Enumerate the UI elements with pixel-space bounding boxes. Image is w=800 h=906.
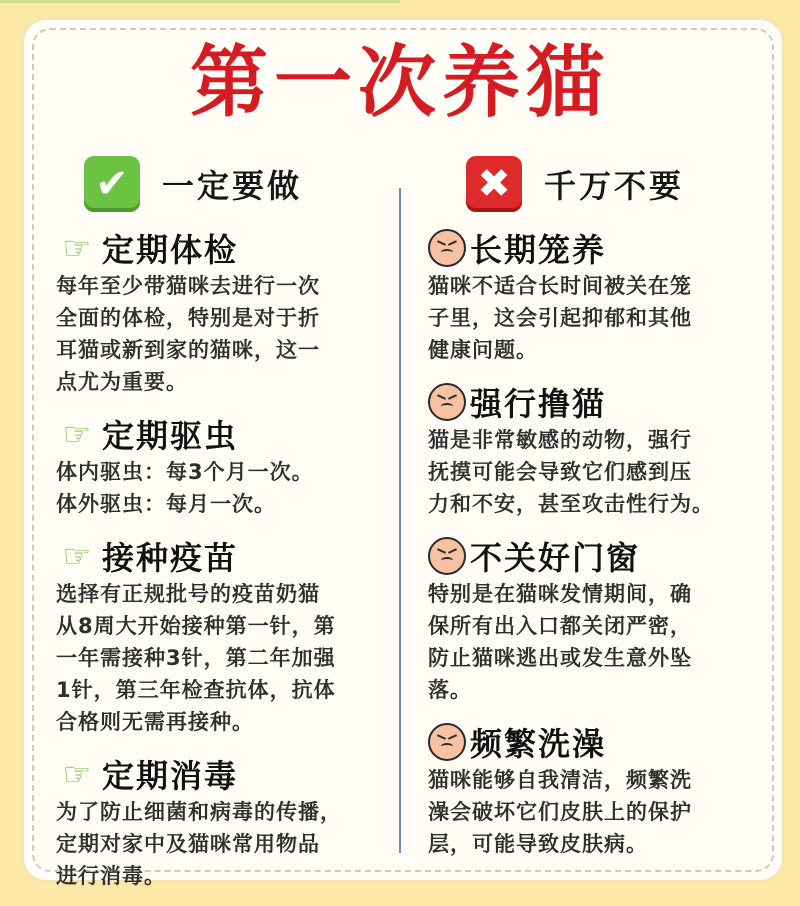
top-accent-band <box>0 0 400 3</box>
dont-item <box>428 534 758 706</box>
do-item-body: 为了防止细菌和病毒的传播， 定期对家中及猫咪常用物品 进行消毒。 <box>56 800 342 888</box>
do-item <box>56 534 386 738</box>
angry-face-icon <box>428 537 466 575</box>
dont-item-title: 频繁洗澡 <box>470 725 607 763</box>
dont-item-body: 特别是在猫咪发情期间，确 保所有出入口都关闭严密， 防止猫咪逃出或发生意外坠 落。 <box>428 582 692 702</box>
dont-column-heading: 千万不要 <box>544 167 685 205</box>
do-item-body: 选择有正规批号的疫苗奶猫 从8周大开始接种第一针，第 一年需接种3针，第二年加强 1针，第三年检查抗体，抗体 合格则无需再接种。 <box>56 582 336 734</box>
pointing-hand-icon: ☞ <box>62 537 92 575</box>
angry-face-icon <box>428 723 466 761</box>
dont-item-body: 猫咪能够自我清洁，频繁洗 澡会破坏它们皮肤上的保护 层，可能导致皮肤病。 <box>428 768 692 856</box>
do-item-body: 体内驱虫：每3个月一次。 体外驱虫：每月一次。 <box>56 460 314 516</box>
do-item-title: 定期驱虫 <box>102 417 239 455</box>
angry-face-icon <box>428 383 466 421</box>
dont-item-body: 猫是非常敏感的动物，强行 抚摸可能会导致它们感到压 力和不安，甚至攻击性行为。 <box>428 428 714 516</box>
do-list <box>56 226 386 906</box>
pointing-hand-icon: ☞ <box>62 755 92 793</box>
cross-mark-icon: ✖ <box>466 156 522 212</box>
do-item <box>56 226 386 398</box>
do-column-heading: 一定要做 <box>162 167 303 205</box>
page-title: 第一次养猫 <box>189 37 610 128</box>
do-item <box>56 412 386 520</box>
dont-item-title: 长期笼养 <box>470 231 607 269</box>
dont-item-title: 不关好门窗 <box>470 539 641 577</box>
dont-item <box>428 226 758 366</box>
do-item-title: 定期消毒 <box>102 757 239 795</box>
dont-column-header <box>466 156 684 212</box>
dont-item <box>428 380 758 520</box>
dont-item-title: 强行撸猫 <box>470 385 607 423</box>
pointing-hand-icon: ☞ <box>62 229 92 267</box>
column-divider <box>399 188 401 853</box>
do-column-header <box>84 156 302 212</box>
do-item <box>56 752 386 892</box>
do-item-title: 定期体检 <box>102 231 239 269</box>
angry-face-icon <box>428 229 466 267</box>
pointing-hand-icon: ☞ <box>62 415 92 453</box>
do-item-title: 接种疫苗 <box>102 539 239 577</box>
do-item-body: 每年至少带猫咪去进行一次 全面的体检，特别是对于折 耳猫或新到家的猫咪，这一 点尤为重要。 <box>56 274 320 394</box>
check-mark-icon: ✔ <box>84 156 140 212</box>
dont-item <box>428 720 758 860</box>
dont-list <box>428 226 758 874</box>
dont-item-body: 猫咪不适合长时间被关在笼 子里，这会引起抑郁和其他 健康问题。 <box>428 274 692 362</box>
